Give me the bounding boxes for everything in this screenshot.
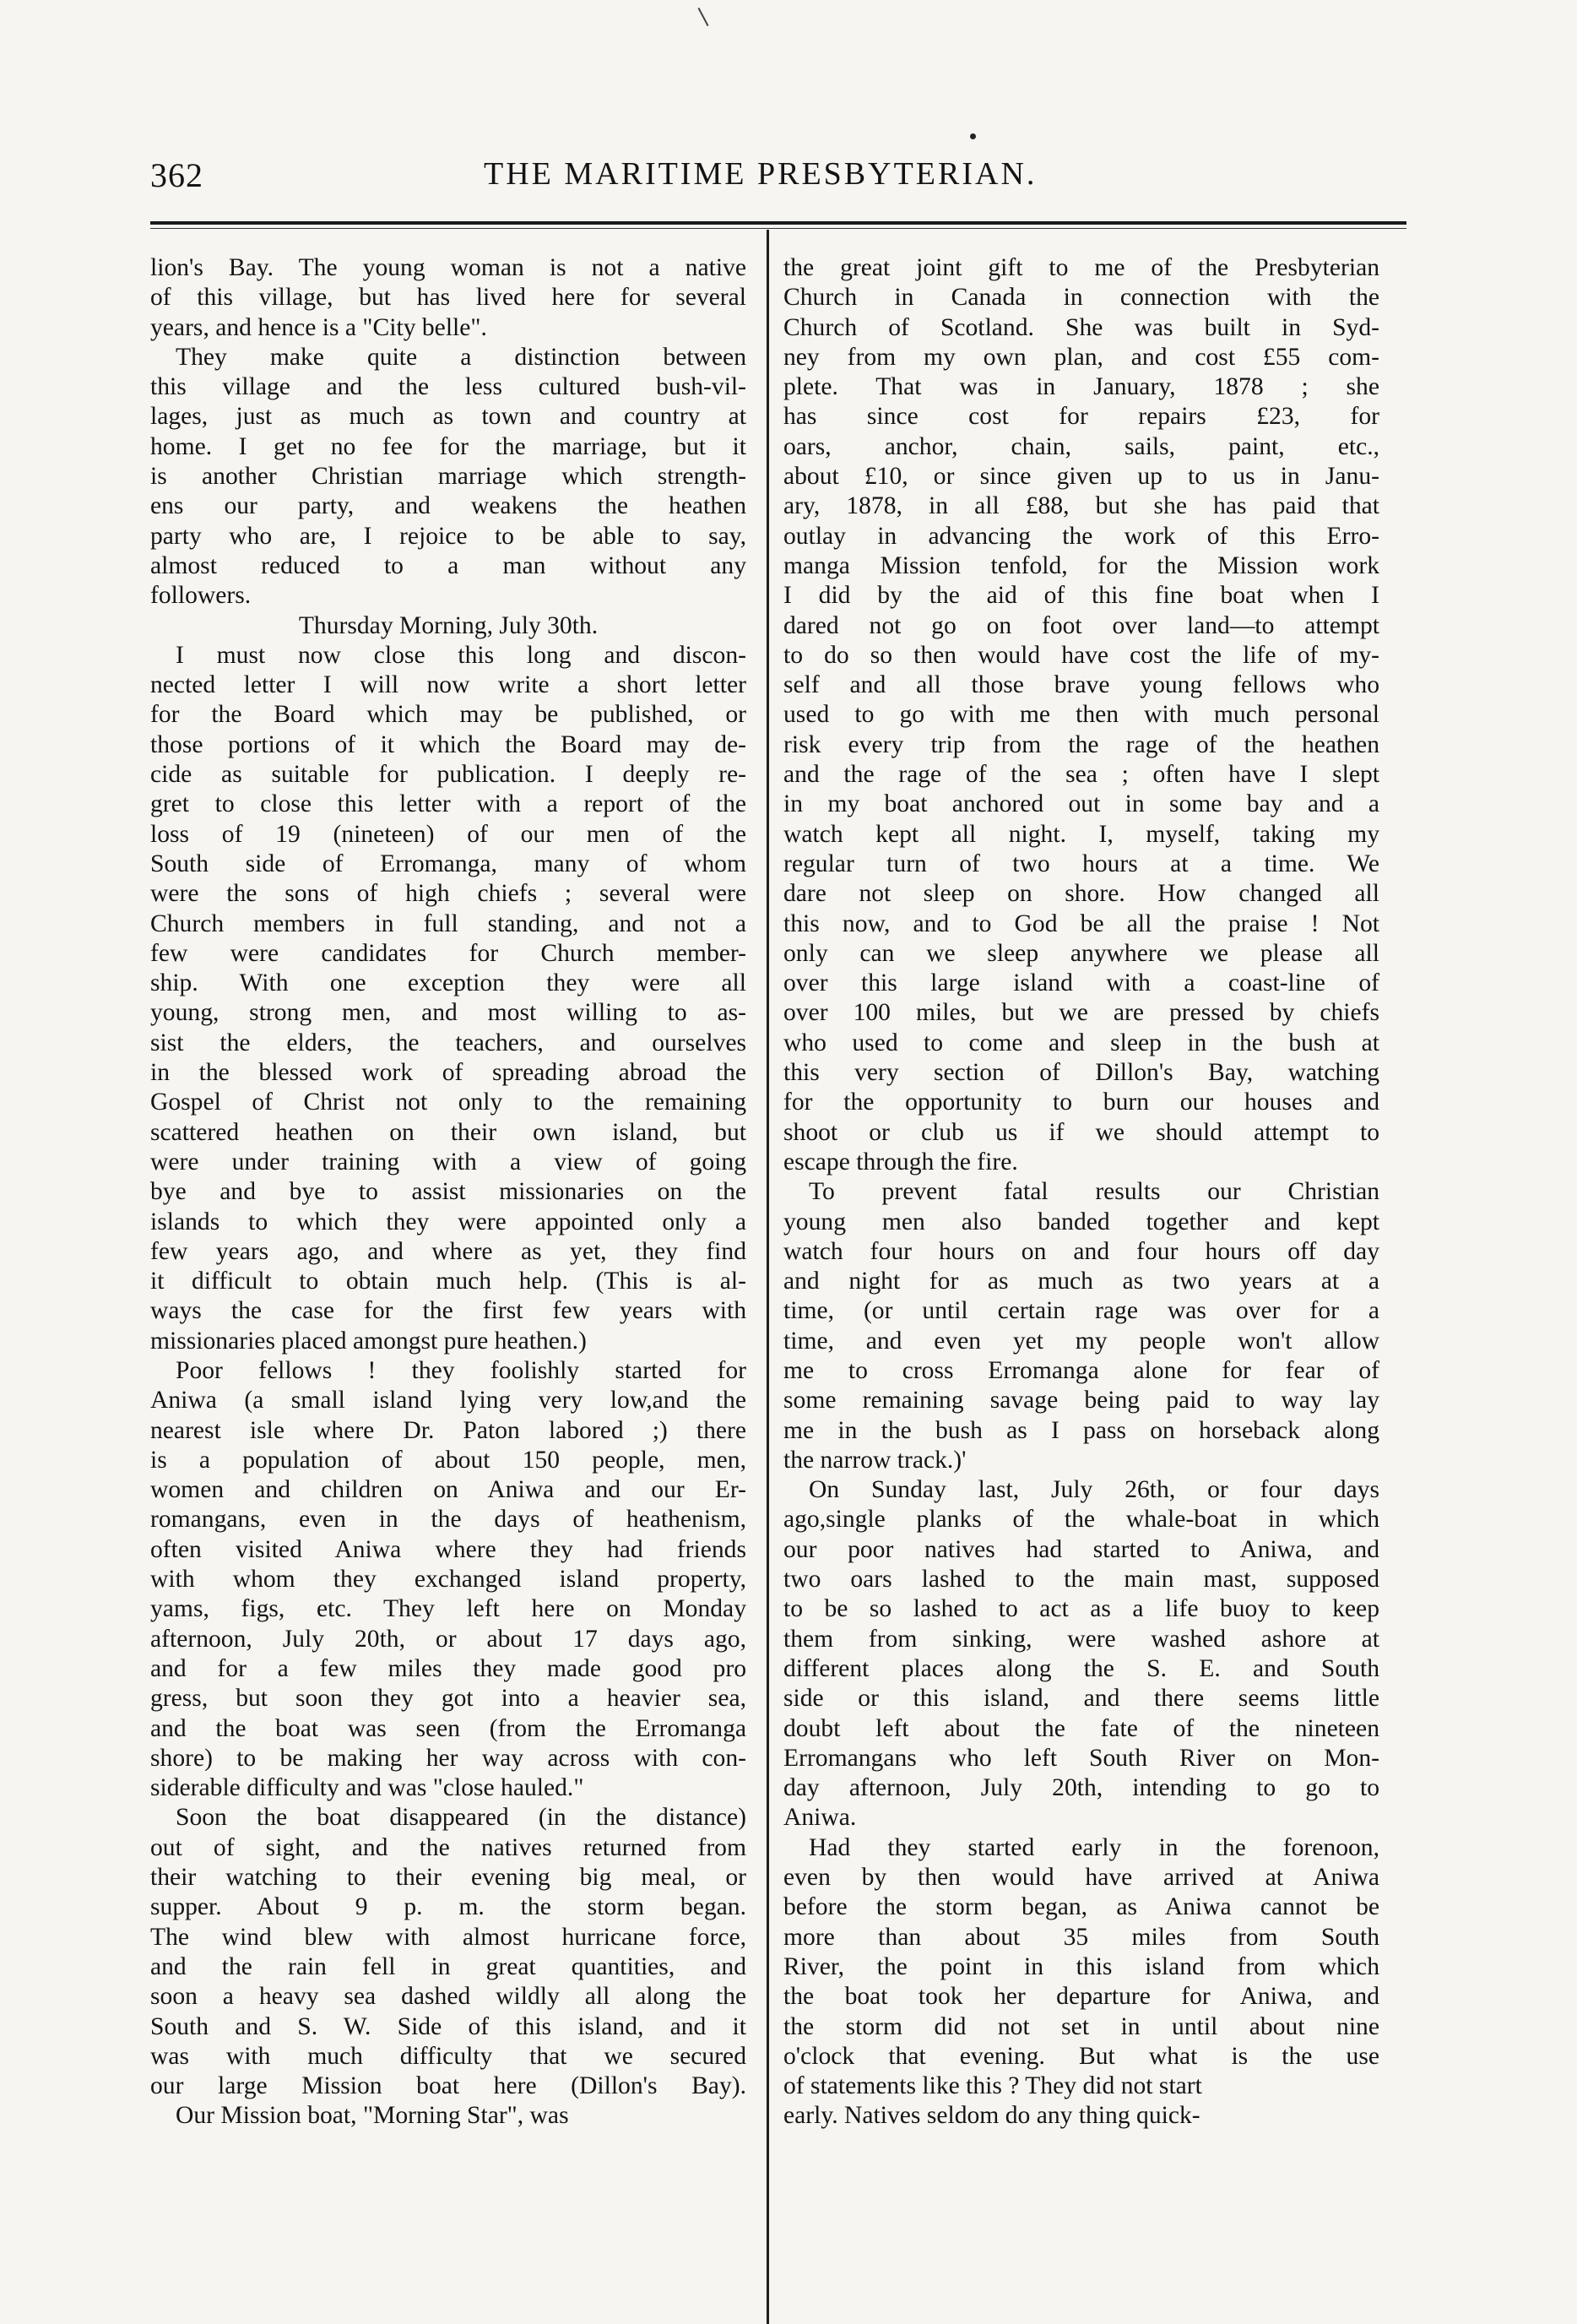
text-line: romangans, even in the days of heathenism, <box>150 1506 746 1534</box>
text-line: Gospel of Christ not only to the remaining <box>150 1089 746 1116</box>
text-line: the boat took her departure for Aniwa, and <box>783 1983 1379 2011</box>
text-line: yams, figs, etc. They left here on Monday <box>150 1595 746 1623</box>
text-line: time, and even yet my people won't allow <box>783 1327 1379 1355</box>
text-line: The wind blew with almost hurricane force, <box>150 1923 746 1951</box>
text-line: dare not sleep on shore. How changed all <box>783 880 1379 908</box>
text-line: few were candidates for Church member- <box>150 939 746 967</box>
text-line: manga Mission tenfold, for the Mission work <box>783 551 1379 579</box>
text-line: our large Mission boat here (Dillon's Bay). <box>150 2072 746 2100</box>
page-number: 362 <box>150 156 203 194</box>
text-line: lion's Bay. The young woman is not a native <box>150 254 746 281</box>
text-line: our poor natives had started to Aniwa, and <box>783 1535 1379 1563</box>
text-line: nearest isle where Dr. Paton labored ;) there <box>150 1416 746 1444</box>
text-line: risk every trip from the rage of the heathen <box>783 730 1379 758</box>
text-line: in my boat anchored out in some bay and a <box>783 790 1379 818</box>
text-line: for the Board which may be published, or <box>150 701 746 729</box>
text-line: almost reduced to a man without any <box>150 551 746 579</box>
text-line: years, and hence is a "City belle". <box>150 313 487 341</box>
text-line: and the rain fell in great quantities, and <box>150 1952 746 1980</box>
text-line: few years ago, and where as yet, they find <box>150 1237 746 1265</box>
text-line: over 100 miles, but we are pressed by chiefs <box>783 999 1379 1027</box>
text-line: were under training with a view of going <box>150 1148 746 1176</box>
text-line: often visited Aniwa where they had friends <box>150 1535 746 1563</box>
text-line: On Sunday last, July 26th, or four days <box>809 1476 1379 1504</box>
text-line: Had they started early in the forenoon, <box>809 1833 1379 1861</box>
text-line: watch kept all night. I, myself, taking my <box>783 820 1379 848</box>
text-line: ens our party, and weakens the heathen <box>150 492 746 520</box>
text-line: different places along the S. E. and South <box>783 1654 1379 1682</box>
text-line: the storm did not set in until about nine <box>783 2012 1379 2040</box>
text-line: shore) to be making her way across with con- <box>150 1744 746 1772</box>
text-line: Soon the boat disappeared (in the distance) <box>176 1804 746 1832</box>
text-line: has since cost for repairs £23, for <box>783 403 1379 431</box>
text-line: lages, just as much as town and country at <box>150 403 746 431</box>
text-line: I must now close this long and discon- <box>176 641 746 669</box>
text-line: self and all those brave young fellows who <box>783 671 1379 699</box>
text-line: o'clock that evening. But what is the use <box>783 2042 1379 2070</box>
text-line: of statements like this ? They did not start <box>783 2072 1202 2100</box>
text-line: two oars lashed to the main mast, supposed <box>783 1566 1379 1594</box>
text-line: ney from my own plan, and cost £55 com- <box>783 343 1379 371</box>
text-line: South side of Erromanga, many of whom <box>150 850 746 877</box>
text-line: ago,single planks of the whale-boat in which <box>783 1506 1379 1534</box>
text-line: this very section of Dillon's Bay, watching <box>783 1059 1379 1087</box>
text-line: Church of Scotland. She was built in Syd- <box>783 313 1379 341</box>
text-line: this now, and to God be all the praise ! Not <box>783 910 1379 937</box>
text-line: before the storm began, as Aniwa cannot be <box>783 1893 1379 1921</box>
left-column <box>150 253 746 2131</box>
text-line: Our Mission boat, "Morning Star", was <box>176 2102 569 2130</box>
text-line: to do so then would have cost the life of my- <box>783 641 1379 669</box>
text-line: missionaries placed amongst pure heathen.) <box>150 1327 587 1355</box>
text-line: islands to which they were appointed only a <box>150 1208 746 1235</box>
text-line: those portions of it which the Board may de- <box>150 730 746 758</box>
text-line: I did by the aid of this fine boat when I <box>783 582 1379 610</box>
text-line: was with much difficulty that we secured <box>150 2042 746 2070</box>
text-line: day afternoon, July 20th, intending to go to <box>783 1774 1379 1802</box>
text-line: me in the bush as I pass on horseback along <box>783 1416 1379 1444</box>
text-line: with whom they exchanged island property, <box>150 1566 746 1594</box>
text-line: Poor fellows ! they foolishly started for <box>176 1356 746 1384</box>
column-divider <box>767 230 769 2324</box>
text-line: Aniwa. <box>783 1804 857 1832</box>
page-header <box>150 155 1417 206</box>
text-line: outlay in advancing the work of this Erro- <box>783 522 1379 550</box>
text-line: to be so lashed to act as a life buoy to keep <box>783 1595 1379 1623</box>
text-line: Church members in full standing, and not a <box>150 910 746 937</box>
text-line: scattered heathen on their own island, but <box>150 1118 746 1146</box>
text-line: regular turn of two hours at a time. We <box>783 850 1379 877</box>
text-line: over this large island with a coast-line of <box>783 969 1379 997</box>
right-column <box>783 253 1379 2131</box>
text-line: ways the case for the first few years with <box>150 1297 746 1325</box>
text-line: dared not go on foot over land—to attempt <box>783 611 1379 639</box>
text-line: plete. That was in January, 1878 ; she <box>783 373 1379 401</box>
text-line: ship. With one exception they were all <box>150 969 746 997</box>
text-line: about £10, or since given up to us in Janu- <box>783 463 1379 491</box>
text-line: loss of 19 (nineteen) of our men of the <box>150 820 746 848</box>
text-line: sist the elders, the teachers, and ourselves <box>150 1029 746 1056</box>
text-line: cide as suitable for publication. I deeply re- <box>150 761 746 789</box>
text-line: more than about 35 miles from South <box>783 1923 1379 1951</box>
text-line: early. Natives seldom do any thing quick- <box>783 2102 1200 2130</box>
text-line: it difficult to obtain much help. (This is al- <box>150 1268 746 1295</box>
text-line: shoot or club us if we should attempt to <box>783 1118 1379 1146</box>
text-line: supper. About 9 p. m. the storm began. <box>150 1893 746 1921</box>
text-line: soon a heavy sea dashed wildly all along the <box>150 1983 746 2011</box>
text-line: and for a few miles they made good pro <box>150 1654 746 1682</box>
print-dot <box>970 133 976 139</box>
text-line: Church in Canada in connection with the <box>783 284 1379 312</box>
text-line: siderable difficulty and was "close hauled." <box>150 1774 584 1802</box>
text-line: gret to close this letter with a report of the <box>150 790 746 818</box>
text-line: party who are, I rejoice to be able to say, <box>150 522 746 550</box>
text-line: nected letter I will now write a short letter <box>150 671 746 699</box>
text-line: the great joint gift to me of the Presbyterian <box>783 254 1379 281</box>
text-line: and night for as much as two years at a <box>783 1268 1379 1295</box>
text-line: and the rage of the sea ; often have I slept <box>783 761 1379 789</box>
text-line: Aniwa (a small island lying very low,and the <box>150 1387 746 1414</box>
text-line: ary, 1878, in all £88, but she has paid that <box>783 492 1379 520</box>
text-line: Erromangans who left South River on Mon- <box>783 1744 1379 1772</box>
text-line: side or this island, and there seems little <box>783 1685 1379 1713</box>
text-line: of this village, but has lived here for several <box>150 284 746 312</box>
text-line: doubt left about the fate of the nineteen <box>783 1714 1379 1742</box>
scan-mark <box>697 8 708 26</box>
text-line: South and S. W. Side of this island, and it <box>150 2012 746 2040</box>
text-line: followers. <box>150 582 252 610</box>
text-line: young, strong men, and most willing to as- <box>150 999 746 1027</box>
text-line: home. I get no fee for the marriage, but it <box>150 432 746 460</box>
text-line: is a population of about 150 people, men, <box>150 1446 746 1474</box>
text-line: them from sinking, were washed ashore at <box>783 1625 1379 1653</box>
text-line: women and children on Aniwa and our Er- <box>150 1476 746 1504</box>
running-title: THE MARITIME PRESBYTERIAN. <box>484 156 1038 192</box>
text-line: for the opportunity to burn our houses and <box>783 1089 1379 1116</box>
text-line: To prevent fatal results our Christian <box>809 1178 1379 1206</box>
text-line: gress, but soon they got into a heavier sea, <box>150 1685 746 1713</box>
text-line: out of sight, and the natives returned from <box>150 1833 746 1861</box>
text-line: were the sons of high chiefs ; several were <box>150 880 746 908</box>
text-line: only can we sleep anywhere we please all <box>783 939 1379 967</box>
header-rule <box>150 221 1406 225</box>
text-line: escape through the fire. <box>783 1148 1018 1176</box>
text-line: in the blessed work of spreading abroad the <box>150 1059 746 1087</box>
text-line: this village and the less cultured bush-vil- <box>150 373 746 401</box>
text-line: time, (or until certain rage was over for a <box>783 1297 1379 1325</box>
text-line: bye and bye to assist missionaries on the <box>150 1178 746 1206</box>
text-line: Thursday Morning, July 30th. <box>298 611 599 639</box>
text-line: used to go with me then with much personal <box>783 701 1379 729</box>
text-line: River, the point in this island from which <box>783 1952 1379 1980</box>
text-line: is another Christian marriage which strength- <box>150 463 746 491</box>
text-line: their watching to their evening big meal, or <box>150 1864 746 1892</box>
text-line: even by then would have arrived at Aniwa <box>783 1864 1379 1892</box>
text-line: watch four hours on and four hours off day <box>783 1237 1379 1265</box>
text-line: some remaining savage being paid to way lay <box>783 1387 1379 1414</box>
text-line: afternoon, July 20th, or about 17 days ago, <box>150 1625 746 1653</box>
text-line: They make quite a distinction between <box>176 343 746 371</box>
text-line: young men also banded together and kept <box>783 1208 1379 1235</box>
text-line: and the boat was seen (from the Erromanga <box>150 1714 746 1742</box>
text-line: who used to come and sleep in the bush at <box>783 1029 1379 1056</box>
text-line: oars, anchor, chain, sails, paint, etc., <box>783 432 1379 460</box>
text-line: the narrow track.)' <box>783 1446 967 1474</box>
header-rule-thin <box>150 228 1406 229</box>
text-line: me to cross Erromanga alone for fear of <box>783 1356 1379 1384</box>
